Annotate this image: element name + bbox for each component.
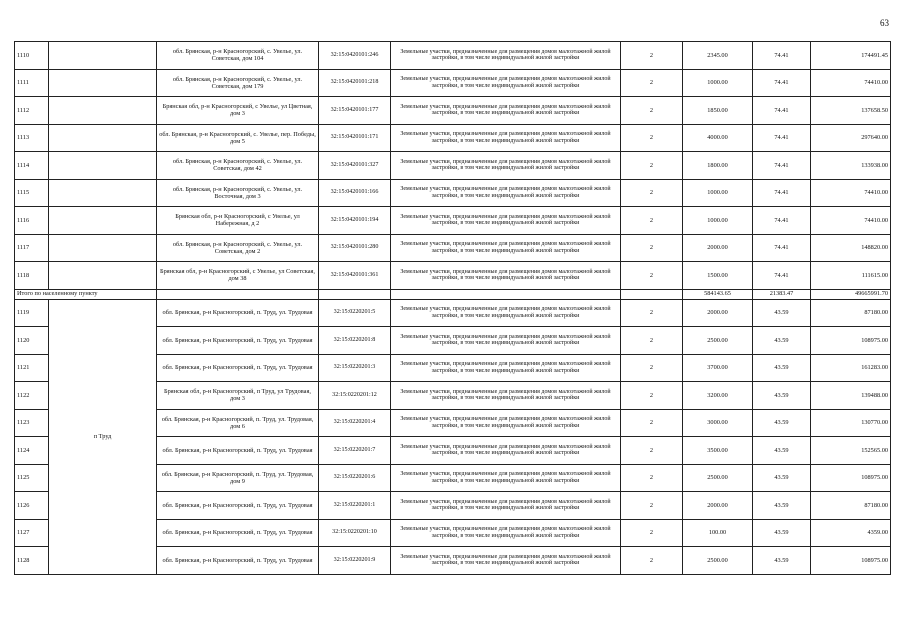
address-cell: обл. Брянская, р-н Красногорский, п. Труд, ул. Трудовая, дом 9 <box>157 464 319 492</box>
address-cell: обл. Брянская, р-н Красногорский, п. Труд, ул. Трудовая <box>157 437 319 465</box>
total-unit-value: 21383.47 <box>753 289 811 299</box>
cadastral-number-cell: 32:15:0220201:8 <box>319 327 391 355</box>
land-use-cell: Земельные участки, предназначенные для размещения домов малоэтажной жилой застройки, в том числе индивидуальной жилой застройки <box>391 437 621 465</box>
unit-value-cell: 74.41 <box>753 42 811 70</box>
land-use-cell: Земельные участки, предназначенные для размещения домов малоэтажной жилой застройки, в том числе индивидуальной жилой застройки <box>391 234 621 262</box>
table-row <box>15 234 891 262</box>
area-cell: 2000.00 <box>683 299 753 327</box>
land-use-cell: Земельные участки, предназначенные для размещения домов малоэтажной жилой застройки, в том числе индивидуальной жилой застройки <box>391 299 621 327</box>
unit-value-cell: 74.41 <box>753 207 811 235</box>
cadastral-value-cell: 130770.00 <box>811 409 891 437</box>
area-cell: 3000.00 <box>683 409 753 437</box>
settlement-cell <box>49 42 157 70</box>
table-body <box>15 42 891 575</box>
address-cell: обл. Брянская, р-н Красногорский, п. Труд, ул. Трудовая <box>157 547 319 575</box>
cadastral-number-cell: 32:15:0420101:171 <box>319 124 391 152</box>
group-cell: 2 <box>621 464 683 492</box>
address-cell: обл. Брянская, р-н Красногорский, п. Труд, ул. Трудовая <box>157 519 319 547</box>
cadastral-value-cell: 297640.00 <box>811 124 891 152</box>
cadastral-value-cell: 74410.00 <box>811 179 891 207</box>
settlement-cell <box>49 207 157 235</box>
address-cell: Брянская обл, р-н Красногорский, п Труд, ул Трудовая, дом 3 <box>157 382 319 410</box>
table-row <box>15 152 891 180</box>
address-cell: обл. Брянская, р-н Красногорский, п. Труд, ул. Трудовая, дом 6 <box>157 409 319 437</box>
row-number: 1114 <box>15 152 49 180</box>
row-number: 1124 <box>15 437 49 465</box>
area-cell: 1000.00 <box>683 179 753 207</box>
address-cell: Брянская обл, р-н Красногорский, с Увелье, ул Советская, дом 38 <box>157 262 319 290</box>
row-number: 1126 <box>15 492 49 520</box>
area-cell: 1850.00 <box>683 97 753 125</box>
group-cell: 2 <box>621 234 683 262</box>
group-cell: 2 <box>621 152 683 180</box>
area-cell: 1000.00 <box>683 69 753 97</box>
unit-value-cell: 43.59 <box>753 437 811 465</box>
unit-value-cell: 74.41 <box>753 179 811 207</box>
area-cell: 2500.00 <box>683 547 753 575</box>
land-use-cell: Земельные участки, предназначенные для размещения домов малоэтажной жилой застройки, в том числе индивидуальной жилой застройки <box>391 152 621 180</box>
area-cell: 1800.00 <box>683 152 753 180</box>
table-row <box>15 262 891 290</box>
cadastral-value-cell: 111615.00 <box>811 262 891 290</box>
settlement-cell <box>49 179 157 207</box>
settlement-total-label: Итого по населенному пункту <box>15 289 157 299</box>
unit-value-cell: 43.59 <box>753 519 811 547</box>
cadastral-number-cell: 32:15:0420101:194 <box>319 207 391 235</box>
group-cell: 2 <box>621 69 683 97</box>
group-cell: 2 <box>621 547 683 575</box>
cadastral-number-cell: 32:15:0420101:361 <box>319 262 391 290</box>
land-use-cell: Земельные участки, предназначенные для размещения домов малоэтажной жилой застройки, в том числе индивидуальной жилой застройки <box>391 124 621 152</box>
land-use-cell: Земельные участки, предназначенные для размещения домов малоэтажной жилой застройки, в том числе индивидуальной жилой застройки <box>391 179 621 207</box>
cadastral-value-cell: 152565.00 <box>811 437 891 465</box>
area-cell: 2345.00 <box>683 42 753 70</box>
cadastral-value-cell: 161283.00 <box>811 354 891 382</box>
page-number: 63 <box>880 18 889 28</box>
area-cell: 2000.00 <box>683 492 753 520</box>
address-cell: обл. Брянская, р-н Красногорский, п. Труд, ул. Трудовая <box>157 299 319 327</box>
cadastral-number-cell: 32:15:0220201:3 <box>319 354 391 382</box>
cadastral-value-cell: 74410.00 <box>811 207 891 235</box>
cadastral-number-cell: 32:15:0220201:4 <box>319 409 391 437</box>
unit-value-cell: 43.59 <box>753 409 811 437</box>
row-number: 1112 <box>15 97 49 125</box>
address-cell: обл. Брянская, р-н Красногорский, с. Увелье, ул. Советская, дом 2 <box>157 234 319 262</box>
group-cell: 2 <box>621 262 683 290</box>
cadastral-value-table <box>14 41 891 575</box>
settlement-name: п Труд <box>49 299 157 574</box>
land-use-cell: Земельные участки, предназначенные для размещения домов малоэтажной жилой застройки, в том числе индивидуальной жилой застройки <box>391 327 621 355</box>
address-cell: обл. Брянская, р-н Красногорский, с. Увелье, ул. Советская, дом 104 <box>157 42 319 70</box>
settlement-cell <box>49 69 157 97</box>
area-cell: 100.00 <box>683 519 753 547</box>
land-use-cell: Земельные участки, предназначенные для размещения домов малоэтажной жилой застройки, в том числе индивидуальной жилой застройки <box>391 354 621 382</box>
cadastral-value-cell: 108975.00 <box>811 547 891 575</box>
total-area: 584143.65 <box>683 289 753 299</box>
unit-value-cell: 74.41 <box>753 234 811 262</box>
group-cell: 2 <box>621 124 683 152</box>
settlement-cell <box>49 124 157 152</box>
area-cell: 3700.00 <box>683 354 753 382</box>
row-number: 1111 <box>15 69 49 97</box>
table-row <box>15 299 891 327</box>
land-use-cell: Земельные участки, предназначенные для размещения домов малоэтажной жилой застройки, в том числе индивидуальной жилой застройки <box>391 409 621 437</box>
row-number: 1127 <box>15 519 49 547</box>
cadastral-value-cell: 108975.00 <box>811 464 891 492</box>
group-cell: 2 <box>621 354 683 382</box>
cadastral-number-cell: 32:15:0220201:6 <box>319 464 391 492</box>
area-cell: 1500.00 <box>683 262 753 290</box>
address-cell: обл. Брянская, р-н Красногорский, п. Труд, ул. Трудовая <box>157 492 319 520</box>
cadastral-value-cell: 87180.00 <box>811 299 891 327</box>
row-number: 1122 <box>15 382 49 410</box>
cadastral-value-cell: 133938.00 <box>811 152 891 180</box>
land-use-cell: Земельные участки, предназначенные для размещения домов малоэтажной жилой застройки, в том числе индивидуальной жилой застройки <box>391 547 621 575</box>
group-cell: 2 <box>621 437 683 465</box>
unit-value-cell: 43.59 <box>753 327 811 355</box>
cadastral-number-cell: 32:15:0420101:166 <box>319 179 391 207</box>
row-number: 1123 <box>15 409 49 437</box>
land-use-cell: Земельные участки, предназначенные для размещения домов малоэтажной жилой застройки, в том числе индивидуальной жилой застройки <box>391 69 621 97</box>
cadastral-number-cell: 32:15:0220201:9 <box>319 547 391 575</box>
group-cell: 2 <box>621 207 683 235</box>
address-cell: Брянская обл, р-н Красногорский, с Увелье, ул Набережная, д 2 <box>157 207 319 235</box>
land-use-cell: Земельные участки, предназначенные для размещения домов малоэтажной жилой застройки, в том числе индивидуальной жилой застройки <box>391 42 621 70</box>
cadastral-value-cell: 4359.00 <box>811 519 891 547</box>
cadastral-value-cell: 137658.50 <box>811 97 891 125</box>
land-use-cell: Земельные участки, предназначенные для размещения домов малоэтажной жилой застройки, в том числе индивидуальной жилой застройки <box>391 262 621 290</box>
unit-value-cell: 74.41 <box>753 262 811 290</box>
cadastral-number-cell: 32:15:0220201:5 <box>319 299 391 327</box>
settlement-cell <box>49 152 157 180</box>
address-cell: обл. Брянская, р-н Красногорский, п. Труд, ул. Трудовая <box>157 327 319 355</box>
land-use-cell: Земельные участки, предназначенные для размещения домов малоэтажной жилой застройки, в том числе индивидуальной жилой застройки <box>391 464 621 492</box>
row-number: 1115 <box>15 179 49 207</box>
group-cell: 2 <box>621 519 683 547</box>
unit-value-cell: 43.59 <box>753 547 811 575</box>
cadastral-number-cell: 32:15:0420101:327 <box>319 152 391 180</box>
settlement-cell <box>49 97 157 125</box>
cadastral-value-cell: 174491.45 <box>811 42 891 70</box>
address-cell: обл. Брянская, р-н Красногорский, с. Увелье, ул. Советская, дом 42 <box>157 152 319 180</box>
cadastral-number-cell: 32:15:0420101:218 <box>319 69 391 97</box>
row-number: 1110 <box>15 42 49 70</box>
group-cell: 2 <box>621 409 683 437</box>
address-cell: обл. Брянская, р-н Красногорский, с. Увелье, ул. Восточная, дом 3 <box>157 179 319 207</box>
row-number: 1117 <box>15 234 49 262</box>
area-cell: 4000.00 <box>683 124 753 152</box>
address-cell: Брянская обл, р-н Красногорский, с Увелье, ул Цветная, дом 3 <box>157 97 319 125</box>
unit-value-cell: 74.41 <box>753 69 811 97</box>
cadastral-number-cell: 32:15:0420101:280 <box>319 234 391 262</box>
row-number: 1113 <box>15 124 49 152</box>
group-cell: 2 <box>621 179 683 207</box>
unit-value-cell: 74.41 <box>753 97 811 125</box>
row-number: 1121 <box>15 354 49 382</box>
row-number: 1119 <box>15 299 49 327</box>
total-cadastral-value: 49665991.70 <box>811 289 891 299</box>
table-row <box>15 207 891 235</box>
table-row <box>15 179 891 207</box>
table-row <box>15 69 891 97</box>
land-use-cell: Земельные участки, предназначенные для размещения домов малоэтажной жилой застройки, в том числе индивидуальной жилой застройки <box>391 207 621 235</box>
cadastral-value-cell: 108975.00 <box>811 327 891 355</box>
unit-value-cell: 43.59 <box>753 299 811 327</box>
group-cell: 2 <box>621 492 683 520</box>
unit-value-cell: 74.41 <box>753 124 811 152</box>
cadastral-number-cell: 32:15:0220201:1 <box>319 492 391 520</box>
row-number: 1118 <box>15 262 49 290</box>
cadastral-number-cell: 32:15:0420101:177 <box>319 97 391 125</box>
cadastral-value-cell: 139488.00 <box>811 382 891 410</box>
unit-value-cell: 43.59 <box>753 464 811 492</box>
table-row <box>15 124 891 152</box>
land-use-cell: Земельные участки, предназначенные для размещения домов малоэтажной жилой застройки, в том числе индивидуальной жилой застройки <box>391 382 621 410</box>
cadastral-value-cell: 74410.00 <box>811 69 891 97</box>
area-cell: 2000.00 <box>683 234 753 262</box>
cadastral-number-cell: 32:15:0220201:10 <box>319 519 391 547</box>
unit-value-cell: 43.59 <box>753 354 811 382</box>
group-cell: 2 <box>621 327 683 355</box>
area-cell: 2500.00 <box>683 327 753 355</box>
group-cell: 2 <box>621 97 683 125</box>
address-cell: обл. Брянская, р-н Красногорский, с. Увелье, пер. Победы, дом 5 <box>157 124 319 152</box>
settlement-total-row <box>15 289 891 299</box>
unit-value-cell: 43.59 <box>753 492 811 520</box>
settlement-cell <box>49 262 157 290</box>
row-number: 1125 <box>15 464 49 492</box>
area-cell: 2500.00 <box>683 464 753 492</box>
settlement-cell <box>49 234 157 262</box>
cadastral-value-cell: 148820.00 <box>811 234 891 262</box>
row-number: 1120 <box>15 327 49 355</box>
area-cell: 1000.00 <box>683 207 753 235</box>
group-cell: 2 <box>621 382 683 410</box>
area-cell: 3200.00 <box>683 382 753 410</box>
area-cell: 3500.00 <box>683 437 753 465</box>
table-row <box>15 97 891 125</box>
land-use-cell: Земельные участки, предназначенные для размещения домов малоэтажной жилой застройки, в том числе индивидуальной жилой застройки <box>391 492 621 520</box>
unit-value-cell: 74.41 <box>753 152 811 180</box>
group-cell: 2 <box>621 299 683 327</box>
group-cell: 2 <box>621 42 683 70</box>
cadastral-number-cell: 32:15:0420101:246 <box>319 42 391 70</box>
table-row <box>15 42 891 70</box>
land-use-cell: Земельные участки, предназначенные для размещения домов малоэтажной жилой застройки, в том числе индивидуальной жилой застройки <box>391 97 621 125</box>
row-number: 1128 <box>15 547 49 575</box>
address-cell: обл. Брянская, р-н Красногорский, с. Увелье, ул. Советская, дом 179 <box>157 69 319 97</box>
land-use-cell: Земельные участки, предназначенные для размещения домов малоэтажной жилой застройки, в том числе индивидуальной жилой застройки <box>391 519 621 547</box>
cadastral-number-cell: 32:15:0220201:7 <box>319 437 391 465</box>
address-cell: обл. Брянская, р-н Красногорский, п. Труд, ул. Трудовая <box>157 354 319 382</box>
row-number: 1116 <box>15 207 49 235</box>
cadastral-value-cell: 87180.00 <box>811 492 891 520</box>
cadastral-number-cell: 32:15:0220201:12 <box>319 382 391 410</box>
unit-value-cell: 43.59 <box>753 382 811 410</box>
